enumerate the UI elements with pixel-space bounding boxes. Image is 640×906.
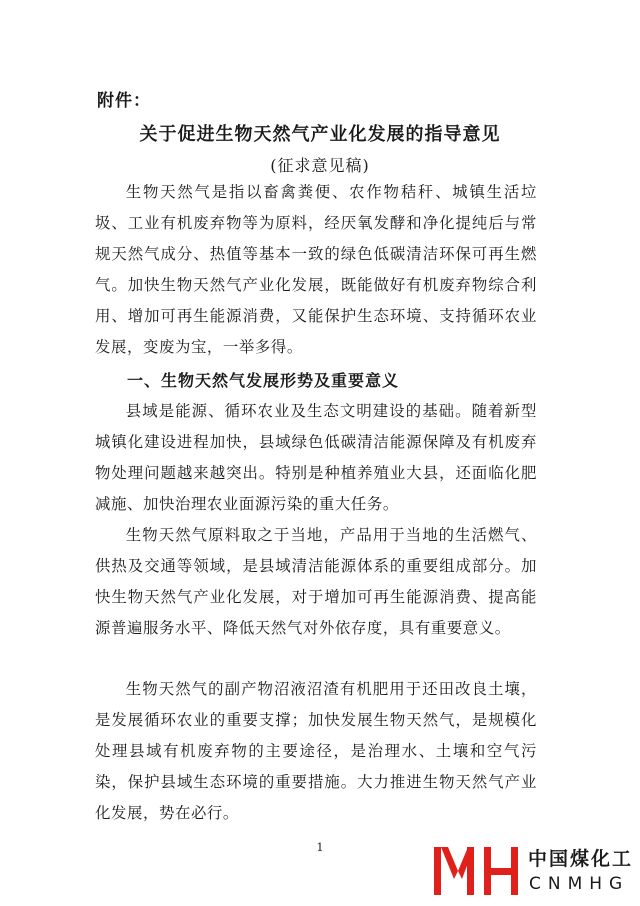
logo-text-cn: 中国煤化工 [528, 848, 634, 870]
body-paragraph: 生物天然气是指以畜禽粪便、农作物秸秆、城镇生活垃圾、工业有机废弃物等为原料，经厌氧发酵和净化提纯后与常规天然气成分、热值等基本一致的绿色低碳清洁环保可再生燃气。加快生物天然气产业化发展，既能做好有机废弃物综合利用、增加可再生能源消费，又能保护生态环境、支持循环农业发展，变废为宝，一举多得。 [95, 183, 537, 356]
cnmhg-logo-icon [432, 841, 524, 901]
logo-text-en: CNMHG [529, 874, 630, 894]
document-subtitle: (征求意见稿) [270, 156, 370, 175]
body-paragraph: 生物天然气的副产物沼液沼渣有机肥用于还田改良土壤，是发展循环农业的重要支撑；加快发展生物天然气，是规模化处理县域有机废弃物的主要途径，是治理水、土壤和空气污染，保护县域生态环境的重要措施。大力推进生物天然气产业化发展，势在必行。 [95, 680, 537, 822]
body-paragraph: 生物天然气原料取之于当地，产品用于当地的生活燃气、供热及交通等领域，是县域清洁能源体系的重要组成部分。加快生物天然气产业化发展，对于增加可再生能源消费、提高能源普遍服务水平、降低天然气对外依存度，具有重要意义。 [95, 526, 537, 637]
body-paragraph: 县域是能源、循环农业及生态文明建设的基础。随着新型城镇化建设进程加快，县域绿色低碳清洁能源保障及有机废弃物处理问题越来越突出。特别是种植养殖业大县，还面临化肥减施、加快治理农业面源污染的重大任务。 [95, 402, 537, 513]
document-title: 关于促进生物天然气产业化发展的指导意见 [139, 124, 501, 145]
watermark-logo [432, 841, 640, 901]
page-number: 1 [316, 841, 324, 854]
attachment-label: 附件： [97, 91, 151, 111]
section-heading: 一、生物天然气发展形势及重要意义 [127, 371, 400, 390]
